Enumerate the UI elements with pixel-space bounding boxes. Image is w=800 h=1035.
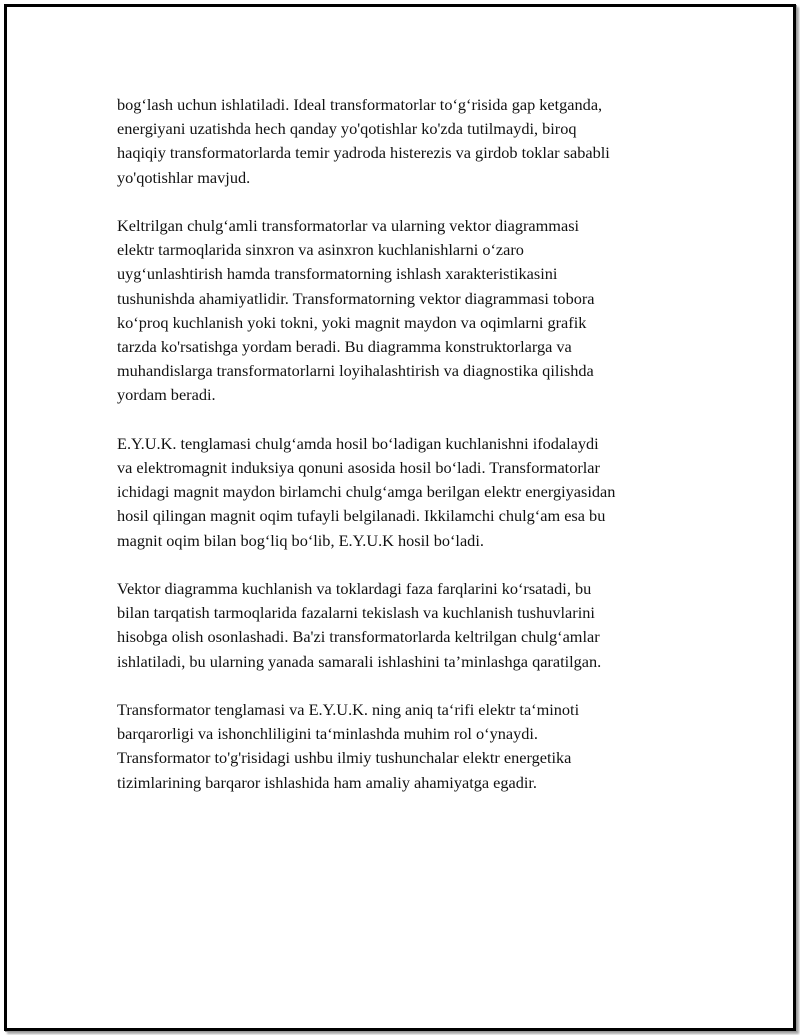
text-line: barqarorligi va ishonchliligini ta‘minlashda muhim rol o‘ynaydi. <box>117 724 538 744</box>
text-line: bilan tarqatish tarmoqlarida fazalarni tekislash va kuchlanish tushuvlarini <box>117 603 595 623</box>
text-line: tizimlarining barqaror ishlashida ham amaliy ahamiyatga egadir. <box>117 772 538 792</box>
text-line: bog‘lash uchun ishlatiladi. Ideal transformatorlar to‘g‘risida gap ketganda, <box>117 95 603 114</box>
text-line: va elektromagnit induksiya qonuni asosida hosil bo‘ladi. Transformatorlar <box>117 458 600 478</box>
document-body <box>117 93 697 819</box>
text-line: tarzda ko'rsatishga yordam beradi. Bu diagramma konstruktorlarga va <box>117 337 572 357</box>
paragraph-3 <box>117 432 697 553</box>
text-line: uyg‘unlashtirish hamda transformatorning ishlash xarakteristikasini <box>117 264 558 284</box>
text-line: elektr tarmoqlarida sinxron va asinxron kuchlanishlarni o‘zaro <box>117 240 524 260</box>
text-line: muhandislarga transformatorlarni loyihalashtirish va diagnostika qilishda <box>117 361 594 381</box>
paragraph-5 <box>117 698 697 795</box>
text-line: Vektor diagramma kuchlanish va toklardagi faza farqlarini ko‘rsatadi, bu <box>117 579 592 599</box>
text-line: hisobga olish osonlashadi. Ba'zi transformatorlarda keltrilgan chulg‘amlar <box>117 627 600 647</box>
text-line: ichidagi magnit maydon birlamchi chulg‘amga berilgan elektr energiyasidan <box>117 482 616 502</box>
text-line: ko‘proq kuchlanish yoki tokni, yoki magnit maydon va oqimlarni grafik <box>117 312 587 332</box>
text-line: ishlatiladi, bu ularning yanada samarali ishlashini ta’minlashga qaratilgan. <box>117 651 602 671</box>
text-line: energiyani uzatishda hech qanday yo'qotishlar ko'zda tutilmaydi, biroq <box>117 119 577 139</box>
text-line: yordam beradi. <box>117 385 216 405</box>
text-line: Keltrilgan chulg‘amli transformatorlar va ularning vektor diagrammasi <box>117 216 580 235</box>
text-line: yo'qotishlar mavjud. <box>117 167 251 187</box>
text-line: E.Y.U.K. tenglamasi chulg‘amda hosil bo‘ladigan kuchlanishni ifodalaydi <box>117 433 599 453</box>
paragraph-1 <box>117 93 697 190</box>
paragraph-4 <box>117 577 697 674</box>
text-line: Transformator tenglamasi va E.Y.U.K. ning aniq ta‘rifi elektr ta‘minoti <box>117 700 580 720</box>
text-line: haqiqiy transformatorlarda temir yadroda histerezis va girdob toklar sababli <box>117 143 610 163</box>
text-line: tushunishda ahamiyatlidir. Transformatorning vektor diagrammasi tobora <box>117 288 595 308</box>
text-line: magnit oqim bilan bog‘liq bo‘lib, E.Y.U.K hosil bo‘ladi. <box>117 530 484 550</box>
text-line: hosil qilingan magnit oqim tufayli belgilanadi. Ikkilamchi chulg‘am esa bu <box>117 506 606 526</box>
text-line: Transformator to'g'risidagi ushbu ilmiy tushunchalar elektr energetika <box>117 748 572 768</box>
paragraph-2 <box>117 214 697 408</box>
